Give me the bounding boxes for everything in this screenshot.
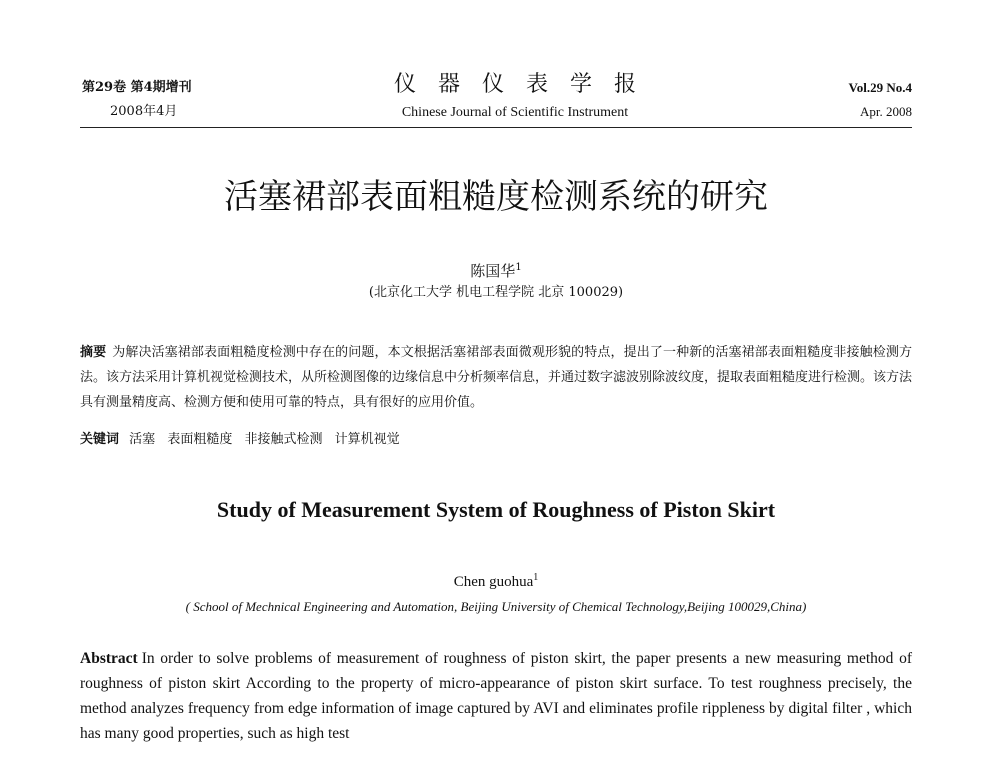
volume-issue-en: Vol.29 No.4	[848, 80, 912, 95]
date-en: Apr. 2008	[860, 104, 912, 119]
affiliation-en: ( School of Mechnical Engineering and Automation, Beijing University of Chemical Technology,Beijing 100029,China)	[185, 599, 807, 614]
journal-title-en: Chinese Journal of Scientific Instrument	[401, 105, 629, 120]
author-cn	[80, 258, 912, 281]
keywords-cn	[80, 430, 912, 450]
journal-title-cn: 仪器仪表学报	[393, 72, 658, 97]
author-en-superscript: 1	[533, 572, 539, 583]
affiliation-cn: (北京化工大学 机电工程学院 北京 100029)	[368, 285, 624, 300]
author-en	[80, 568, 912, 592]
keyword-cn: 非接触式检测	[244, 432, 323, 447]
header-rule	[80, 127, 912, 128]
abstract-cn-text: 为解决活塞裙部表面粗糙度检测中存在的问题，本文根据活塞裙部表面微观形貌的特点，提出了一种新的活塞裙部表面粗糙度非接触检测方法。该方法采用计算机视觉检测技术，从所检测图像的边缘信息中分析频率信息，并通过数字滤波别除波纹度，提取表面粗糙度进行检测。该方法具有测量精度高、检测方便和使用可靠的特点，具有很好的应用价值。	[80, 345, 913, 410]
abstract-cn	[80, 340, 912, 415]
keywords-cn-label: 关键词	[80, 432, 120, 447]
volume-issue-cn: 第29卷 第4期增刊	[82, 80, 192, 95]
date-cn: 2008年4月	[110, 104, 178, 119]
abstract-en-label: Abstract	[80, 650, 138, 667]
author-name-cn: 陈国华	[470, 262, 516, 280]
header-center	[350, 70, 680, 122]
abstract-en	[80, 646, 912, 746]
keyword-cn: 表面粗糙度	[167, 432, 233, 447]
keyword-cn: 活塞	[129, 432, 156, 447]
article-title-cn: 活塞裙部表面粗糙度检测系统的研究	[224, 177, 768, 217]
abstract-en-text: In order to solve problems of measurement of roughness of piston skirt, the paper presents a new measuring method of roughness of piston skirt According to the property of micro-appearance of piston skirt surface. To test roughness precisely, the method analyzes frequency from edge information of image captured by AVI and eliminates profile rippleness by digital filter , which has many good properties, such as high test	[80, 650, 912, 742]
header-left	[82, 80, 192, 119]
author-cn-superscript: 1	[515, 262, 522, 273]
keyword-cn: 计算机视觉	[334, 432, 400, 447]
header-right	[849, 80, 912, 120]
author-name-en: Chen guohua	[453, 574, 534, 590]
abstract-cn-label: 摘要	[80, 345, 107, 360]
article-title-en: Study of Measurement System of Roughness of Piston Skirt	[216, 497, 776, 522]
